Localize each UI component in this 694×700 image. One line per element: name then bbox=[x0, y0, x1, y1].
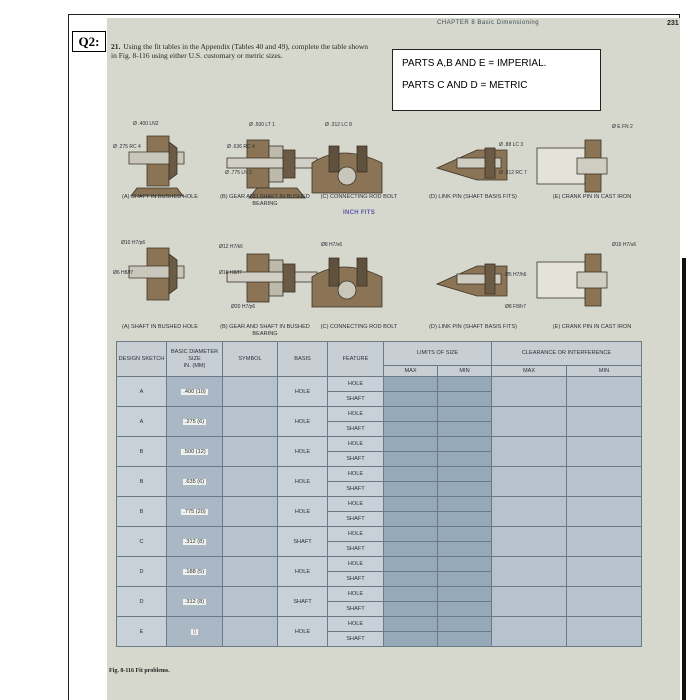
metric-c-size1: Ø8 H7/s6 bbox=[321, 242, 343, 248]
inch-d-size1: Ø .88 LC 3 bbox=[499, 142, 524, 148]
cell-clearance-min[interactable] bbox=[567, 587, 642, 617]
problem-text: Using the fit tables in the Appendix (Tables 40 and 49), complete the table shown in Fig. 8-116 using either U.S. customary or metric sizes. bbox=[111, 42, 369, 60]
cell-basic-size bbox=[167, 377, 223, 407]
cell-limit-max[interactable] bbox=[384, 512, 438, 527]
cell-clearance-min[interactable] bbox=[567, 407, 642, 437]
table-row bbox=[117, 437, 642, 452]
table-row bbox=[117, 407, 642, 422]
header-basic-size-label: BASIC DIAMETER SIZE bbox=[170, 348, 219, 362]
cell-basis: HOLE bbox=[278, 557, 328, 587]
cell-limit-max[interactable] bbox=[384, 452, 438, 467]
header-basic-size bbox=[167, 342, 223, 377]
cell-clearance-min[interactable] bbox=[567, 527, 642, 557]
table-row bbox=[117, 377, 642, 392]
cell-limit-min[interactable] bbox=[438, 437, 492, 452]
metric-d-size2: Ø8 F8/h7 bbox=[505, 304, 526, 310]
cell-design-sketch: B bbox=[117, 467, 167, 497]
cell-limit-min[interactable] bbox=[438, 557, 492, 572]
header-limits-min: MIN bbox=[438, 365, 492, 376]
header-limits-max: MAX bbox=[384, 365, 438, 376]
cell-feature-shaft: SHAFT bbox=[328, 602, 384, 617]
inch-a-size2: Ø .275 RC 4 bbox=[113, 144, 141, 150]
cell-limit-min[interactable] bbox=[438, 587, 492, 602]
cell-design-sketch: D bbox=[117, 557, 167, 587]
cell-design-sketch: B bbox=[117, 497, 167, 527]
cell-feature-hole: HOLE bbox=[328, 437, 384, 452]
page-header: CHAPTER 8 Basic Dimensioning bbox=[437, 20, 540, 26]
cell-limit-max[interactable] bbox=[384, 572, 438, 587]
cell-basic-size bbox=[167, 557, 223, 587]
cell-feature-shaft: SHAFT bbox=[328, 452, 384, 467]
basic-size-value: .312 (8) bbox=[184, 538, 205, 545]
cell-limit-min[interactable] bbox=[438, 602, 492, 617]
cell-limit-min[interactable] bbox=[438, 452, 492, 467]
basic-size-value: .275 (6) bbox=[184, 418, 205, 425]
cell-design-sketch: A bbox=[117, 377, 167, 407]
cell-clearance-max[interactable] bbox=[492, 527, 567, 557]
cell-feature-hole: HOLE bbox=[328, 467, 384, 482]
inch-caption-b: (B) GEAR AND SHAFT IN BUSHED BEARING bbox=[220, 194, 310, 207]
basic-size-value: .400 (10) bbox=[183, 388, 206, 395]
cell-design-sketch: D bbox=[117, 587, 167, 617]
inch-caption-a: (A) SHAFT IN BUSHED HOLE bbox=[121, 194, 199, 200]
textbook-scan bbox=[107, 18, 680, 700]
question-label: Q2: bbox=[72, 31, 106, 52]
basic-size-value: .775 (20) bbox=[183, 508, 206, 515]
cell-limit-min[interactable] bbox=[438, 632, 492, 647]
header-basic-size-units: IN. (MM) bbox=[183, 362, 206, 369]
basic-size-value: .635 (6) bbox=[184, 478, 205, 485]
cell-basic-size bbox=[167, 437, 223, 467]
inch-fits-drawings bbox=[107, 118, 680, 228]
metric-caption-e: (E) CRANK PIN IN CAST IRON bbox=[552, 324, 632, 330]
metric-e-size1: Ø16 H7/u6 bbox=[612, 242, 637, 248]
inch-caption-d: (D) LINK PIN (SHAFT BASIS FITS) bbox=[429, 194, 517, 200]
header-clearance: CLEARANCE OR INTERFERENCE bbox=[492, 342, 642, 366]
cell-clearance-max[interactable] bbox=[492, 407, 567, 437]
cell-clearance-min[interactable] bbox=[567, 617, 642, 647]
scrollbar[interactable] bbox=[682, 258, 686, 700]
basic-size-value: .188 (5) bbox=[184, 568, 205, 575]
cell-basic-size bbox=[167, 617, 223, 647]
table-body bbox=[117, 377, 642, 647]
fit-problems-table bbox=[116, 341, 642, 647]
cell-basis: HOLE bbox=[278, 407, 328, 437]
cell-symbol[interactable] bbox=[223, 437, 278, 467]
basic-size-value: .500 (12) bbox=[183, 448, 206, 455]
problem-number: 21. bbox=[111, 42, 121, 51]
cell-limit-min[interactable] bbox=[438, 377, 492, 392]
cell-limit-max[interactable] bbox=[384, 407, 438, 422]
cell-limit-max[interactable] bbox=[384, 602, 438, 617]
header-design-sketch: DESIGN SKETCH bbox=[117, 342, 167, 377]
cell-limit-max[interactable] bbox=[384, 437, 438, 452]
metric-caption-d: (D) LINK PIN (SHAFT BASIS FITS) bbox=[429, 324, 517, 330]
inch-caption-e: (E) CRANK PIN IN CAST IRON bbox=[552, 194, 632, 200]
cell-clearance-max[interactable] bbox=[492, 377, 567, 407]
cell-limit-min[interactable] bbox=[438, 527, 492, 542]
cell-limit-max[interactable] bbox=[384, 377, 438, 392]
cell-feature-shaft: SHAFT bbox=[328, 542, 384, 557]
table-row bbox=[117, 527, 642, 542]
cell-clearance-max[interactable] bbox=[492, 617, 567, 647]
cell-basis: SHAFT bbox=[278, 527, 328, 557]
cell-limit-max[interactable] bbox=[384, 467, 438, 482]
cell-limit-max[interactable] bbox=[384, 557, 438, 572]
cell-feature-shaft: SHAFT bbox=[328, 392, 384, 407]
page-number: 231 bbox=[667, 20, 679, 27]
cell-symbol[interactable] bbox=[223, 617, 278, 647]
inch-fits-figure bbox=[107, 118, 680, 228]
cell-basis: SHAFT bbox=[278, 587, 328, 617]
cell-clearance-min[interactable] bbox=[567, 377, 642, 407]
inch-d-size2: Ø .312 RC 7 bbox=[499, 170, 527, 176]
cell-basic-size bbox=[167, 407, 223, 437]
cell-design-sketch: E bbox=[117, 617, 167, 647]
metric-a-size1: Ø10 H7/p6 bbox=[121, 240, 146, 246]
metric-d-size1: Ø5 H7/h6 bbox=[505, 272, 527, 278]
inch-c-size1: Ø .312 LC 8 bbox=[325, 122, 352, 128]
table-row bbox=[117, 617, 642, 632]
inch-b-size3: Ø .775 LN 2 bbox=[225, 170, 252, 176]
cell-basic-size bbox=[167, 527, 223, 557]
inch-caption-c: (C) CONNECTING ROD BOLT bbox=[320, 194, 398, 200]
cell-limit-max[interactable] bbox=[384, 527, 438, 542]
metric-fits-figure bbox=[107, 232, 680, 344]
cell-basis: HOLE bbox=[278, 467, 328, 497]
cell-limit-max[interactable] bbox=[384, 482, 438, 497]
cell-limit-max[interactable] bbox=[384, 632, 438, 647]
cell-feature-shaft: SHAFT bbox=[328, 482, 384, 497]
cell-design-sketch: C bbox=[117, 527, 167, 557]
cell-feature-shaft: SHAFT bbox=[328, 512, 384, 527]
metric-a-size2: Ø6 H8/f7 bbox=[113, 270, 134, 276]
metric-caption-b: (B) GEAR AND SHAFT IN BUSHED BEARING bbox=[220, 324, 310, 337]
cell-feature-hole: HOLE bbox=[328, 617, 384, 632]
cell-feature-shaft: SHAFT bbox=[328, 632, 384, 647]
inch-b-size2: Ø .636 RC 4 bbox=[227, 144, 255, 150]
cell-feature-hole: HOLE bbox=[328, 497, 384, 512]
inch-b-size1: Ø .500 LT 1 bbox=[249, 122, 275, 128]
cell-limit-min[interactable] bbox=[438, 572, 492, 587]
inch-a-size1: Ø .400 LN2 bbox=[133, 121, 159, 127]
cell-symbol[interactable] bbox=[223, 587, 278, 617]
metric-b-size3: Ø20 H7/p6 bbox=[231, 304, 256, 310]
cell-limit-min[interactable] bbox=[438, 392, 492, 407]
note-line-imperial: PARTS A,B AND E = IMPERIAL. bbox=[402, 58, 547, 69]
header-clearance-max: MAX bbox=[492, 365, 567, 376]
header-symbol: SYMBOL bbox=[223, 342, 278, 377]
cell-limit-max[interactable] bbox=[384, 542, 438, 557]
metric-caption-c: (C) CONNECTING ROD BOLT bbox=[320, 324, 398, 330]
metric-caption-a: (A) SHAFT IN BUSHED HOLE bbox=[121, 324, 199, 330]
cell-basic-size bbox=[167, 467, 223, 497]
cell-feature-hole: HOLE bbox=[328, 377, 384, 392]
cell-clearance-min[interactable] bbox=[567, 497, 642, 527]
cell-design-sketch: A bbox=[117, 407, 167, 437]
cell-basic-size bbox=[167, 587, 223, 617]
cell-feature-hole: HOLE bbox=[328, 587, 384, 602]
metric-b-size2: Ø16 H8/f7 bbox=[219, 270, 242, 276]
cell-limit-max[interactable] bbox=[384, 392, 438, 407]
cell-clearance-max[interactable] bbox=[492, 587, 567, 617]
header-feature: FEATURE bbox=[328, 342, 384, 377]
cell-symbol[interactable] bbox=[223, 467, 278, 497]
table-row bbox=[117, 557, 642, 572]
table-row bbox=[117, 467, 642, 482]
cell-feature-shaft: SHAFT bbox=[328, 572, 384, 587]
cell-limit-min[interactable] bbox=[438, 467, 492, 482]
cell-limit-max[interactable] bbox=[384, 617, 438, 632]
cell-symbol[interactable] bbox=[223, 497, 278, 527]
cell-clearance-max[interactable] bbox=[492, 557, 567, 587]
problem-statement bbox=[111, 42, 371, 60]
basic-size-value: ▯ bbox=[192, 628, 197, 635]
cell-symbol[interactable] bbox=[223, 407, 278, 437]
cell-limit-min[interactable] bbox=[438, 422, 492, 437]
basic-size-value: .312 (8) bbox=[184, 598, 205, 605]
cell-basis: HOLE bbox=[278, 617, 328, 647]
cell-limit-min[interactable] bbox=[438, 542, 492, 557]
cell-basis: HOLE bbox=[278, 437, 328, 467]
cell-limit-max[interactable] bbox=[384, 422, 438, 437]
table-row bbox=[117, 587, 642, 602]
cell-design-sketch: B bbox=[117, 437, 167, 467]
cell-symbol[interactable] bbox=[223, 557, 278, 587]
cell-basis: HOLE bbox=[278, 497, 328, 527]
header-limits-of-size: LIMITS OF SIZE bbox=[384, 342, 492, 366]
cell-basic-size bbox=[167, 497, 223, 527]
cell-limit-min[interactable] bbox=[438, 482, 492, 497]
cell-clearance-min[interactable] bbox=[567, 557, 642, 587]
cell-limit-min[interactable] bbox=[438, 512, 492, 527]
table-row bbox=[117, 497, 642, 512]
cell-feature-hole: HOLE bbox=[328, 527, 384, 542]
cell-clearance-max[interactable] bbox=[492, 467, 567, 497]
cell-limit-min[interactable] bbox=[438, 407, 492, 422]
inch-fits-label: INCH FITS bbox=[343, 210, 376, 216]
cell-limit-min[interactable] bbox=[438, 617, 492, 632]
cell-basis: HOLE bbox=[278, 377, 328, 407]
inch-e-size1: Ø E FN 2 bbox=[612, 124, 633, 130]
cell-limit-min[interactable] bbox=[438, 497, 492, 512]
cell-feature-hole: HOLE bbox=[328, 407, 384, 422]
header-clearance-min: MIN bbox=[567, 365, 642, 376]
cell-limit-max[interactable] bbox=[384, 497, 438, 512]
cell-clearance-max[interactable] bbox=[492, 497, 567, 527]
cell-feature-hole: HOLE bbox=[328, 557, 384, 572]
header-basis: BASIS bbox=[278, 342, 328, 377]
note-line-metric: PARTS C AND D = METRIC bbox=[402, 80, 528, 91]
cell-clearance-min[interactable] bbox=[567, 437, 642, 467]
cell-clearance-min[interactable] bbox=[567, 467, 642, 497]
cell-clearance-max[interactable] bbox=[492, 437, 567, 467]
cell-symbol[interactable] bbox=[223, 527, 278, 557]
cell-limit-max[interactable] bbox=[384, 587, 438, 602]
annotation-box bbox=[392, 49, 601, 111]
cell-feature-shaft: SHAFT bbox=[328, 422, 384, 437]
cell-symbol[interactable] bbox=[223, 377, 278, 407]
metric-b-size1: Ø12 H7/k6 bbox=[219, 244, 243, 250]
figure-caption: Fig. 8-116 Fit problems. bbox=[109, 668, 170, 674]
